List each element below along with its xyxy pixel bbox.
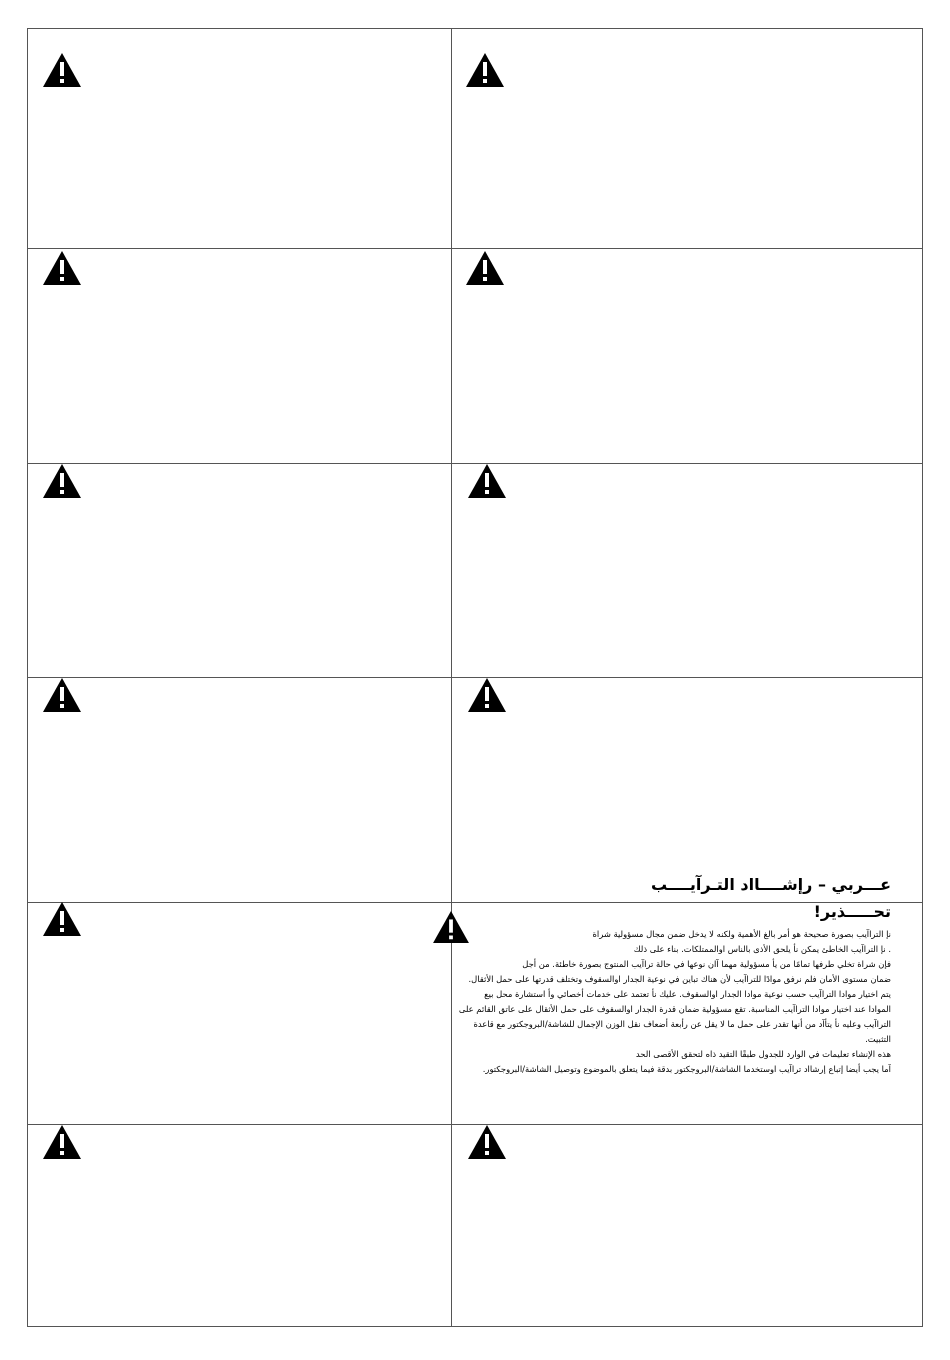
section-title: عـــربي – رإشــــااد التـرآيــــب <box>651 875 891 894</box>
text-line: نإ التراآيب بصورة صحيحة هو أمر بالغ الأهمية ولكنه لا يدخل ضمن مجال مسؤولية شراة <box>592 929 891 939</box>
text-line: التراآيب وعليه نأ يتأآد من أنها تقدر على حمل ما لا يقل عن رأبعة أضعاف نقل الوزن الإجمال للشاشة/البروجكتور مع قاعدة <box>473 1019 891 1029</box>
warning-triangle-icon <box>42 677 82 713</box>
text-line: التثبيت. <box>865 1034 891 1044</box>
warning-triangle-icon <box>42 463 82 499</box>
warning-triangle-icon <box>465 52 505 88</box>
text-line: ضمان مستوى الأمان فلم نرفق موادًا للتراآيب لأن هناك تباين في نوعية الجدار اوالسقوف وتختلف قدرتها على حمل الأثقال. <box>468 974 891 984</box>
warning-triangle-icon <box>42 1124 82 1160</box>
text-line: آما يجب أيضا إتباع إرشااد تراآيب اوستخدما الشاشة/البروجكتور بدقة فيما يتعلق بالموضوع وتوصيل الشاشة/البروجكتور. <box>482 1064 891 1074</box>
warning-triangle-icon <box>467 463 507 499</box>
warning-triangle-icon <box>42 52 82 88</box>
text-line: . نإ التراآيب الخاطئ يمكن نأ يلحق الأذى بالناس اوالممتلكات. بناء على ذلك <box>633 944 891 954</box>
text-line: هذه الإنشاء تعليمات في الوارد للجدول طبقًا التقيد ذاه لتحقق الأقصى الحد <box>635 1049 891 1059</box>
warning-text <box>431 927 891 1077</box>
warning-triangle-icon <box>465 250 505 286</box>
warning-triangle-icon <box>42 901 82 937</box>
arabic-instructions <box>431 875 891 1097</box>
text-line: فإن شراة تخلي طرفها تمامًا من يأ مسؤولية مهما آان نوعها في حالة تراآيب المنتوج بصورة خاطئة. من أجل <box>522 959 891 969</box>
warning-heading: تحـــــذير! <box>813 902 891 921</box>
text-line: يتم اختيار موادا التراآيب حسب نوعية موادا الجدار اوالسقوف. عليك نأ تعتمد على خدمات أخصائي وأ استشارة محل بيع <box>484 989 891 999</box>
warning-triangle-icon <box>467 677 507 713</box>
row-divider <box>28 248 922 249</box>
warning-triangle-icon <box>467 1124 507 1160</box>
warning-triangle-icon <box>42 250 82 286</box>
text-line: الموادا عند اختيار موادا التراآيب المناسبة. تقع مسؤولية ضمان قدرة الجدار اوالسقوف على حمل الأثقال على عاتق القائم على <box>458 1004 891 1014</box>
